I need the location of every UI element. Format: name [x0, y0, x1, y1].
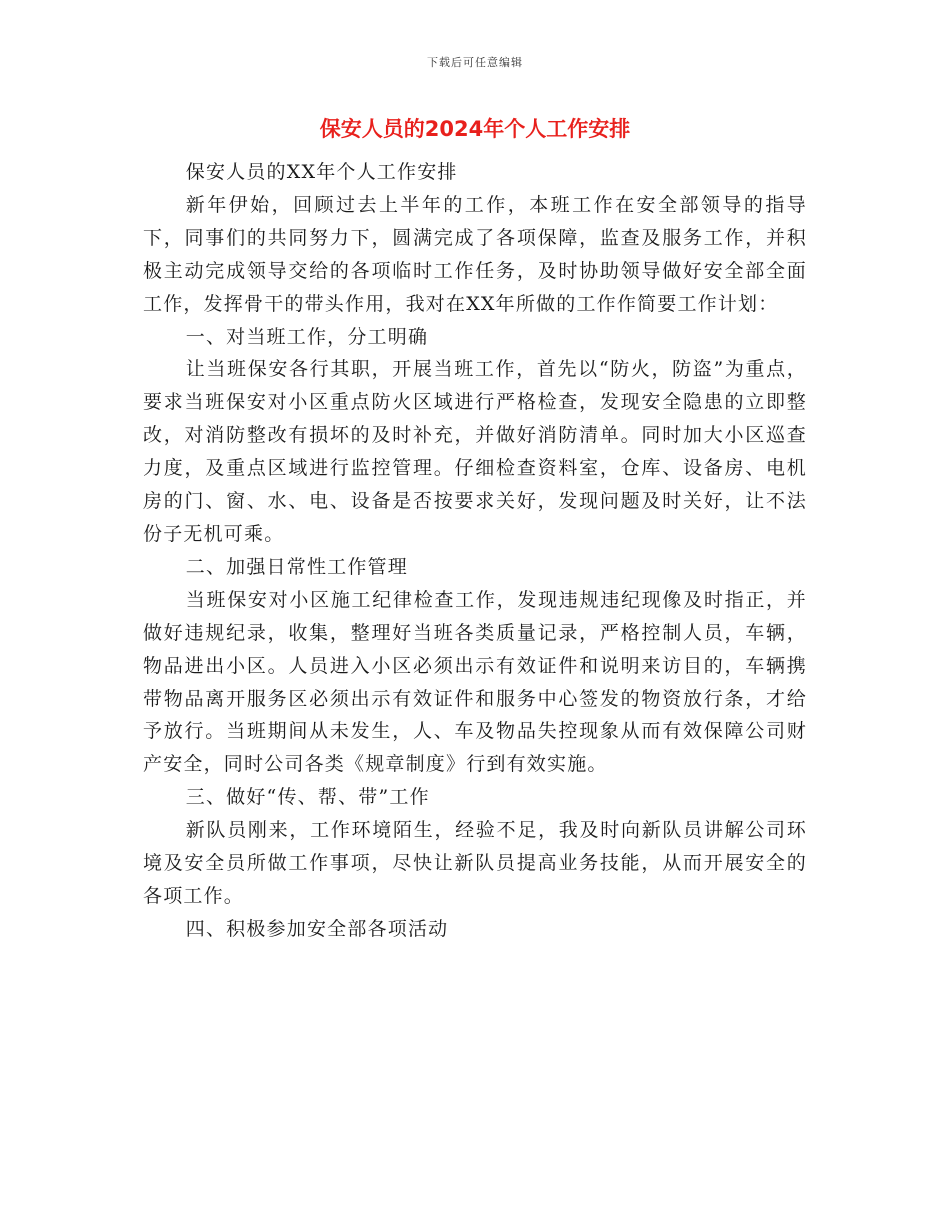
section-heading-4: 四、积极参加安全部各项活动 — [185, 917, 449, 940]
document-body — [143, 156, 807, 946]
section-heading-1: 一、对当班工作，分工明确 — [185, 325, 429, 348]
paragraph-section-1: 让当班保安各行其职，开展当班工作，首先以“防火，防盗”为重点，要求当班保安对小区重点防火区域进行严格检查，发现安全隐患的立即整改，对消防整改有损坏的及时补充，并做好消防清单。同时加大小区巡查力度，及重点区域进行监控管理。仔细检查资料室，仓库、设备房、电机房的门、窗、水、电、设备是否按要求关好，发现问题及时关好，让不法份子无机可乘。 — [143, 358, 807, 545]
paragraph-section-3: 新队员刚来，工作环境陌生，经验不足，我及时向新队员讲解公司环境及安全员所做工作事项，尽快让新队员提高业务技能，从而开展安全的各项工作。 — [143, 819, 807, 907]
paragraph-subtitle: 保安人员的XX年个人工作安排 — [185, 161, 458, 183]
paragraph-section-2: 当班保安对小区施工纪律检查工作，发现违规违纪现像及时指正，并做好违规纪录，收集，整理好当班各类质量记录，严格控制人员，车辆，物品进出小区。人员进入小区必须出示有效证件和说明来访目的，车辆携带物品离开服务区必须出示有效证件和服务中心签发的物资放行条，才给予放行。当班期间从未发生，人、车及物品失控现象从而有效保障公司财产安全，同时公司各类《规章制度》行到有效实施。 — [143, 588, 807, 776]
section-heading-3: 三、做好“传、帮、带”工作 — [185, 786, 430, 809]
paragraph-intro: 新年伊始，回顾过去上半年的工作，本班工作在安全部领导的指导下，同事们的共同努力下，圆满完成了各项保障，监查及服务工作，并积极主动完成领导交给的各项临时工作任务，及时协助领导做好安全部全面工作，发挥骨干的带头作用，我对在XX年所做的工作作简要工作计划： — [143, 193, 807, 315]
section-heading-2: 二、加强日常性工作管理 — [185, 555, 408, 578]
document-title: 保安人员的2024年个人工作安排 — [319, 117, 631, 141]
header-note: 下载后可任意编辑 — [427, 56, 523, 69]
